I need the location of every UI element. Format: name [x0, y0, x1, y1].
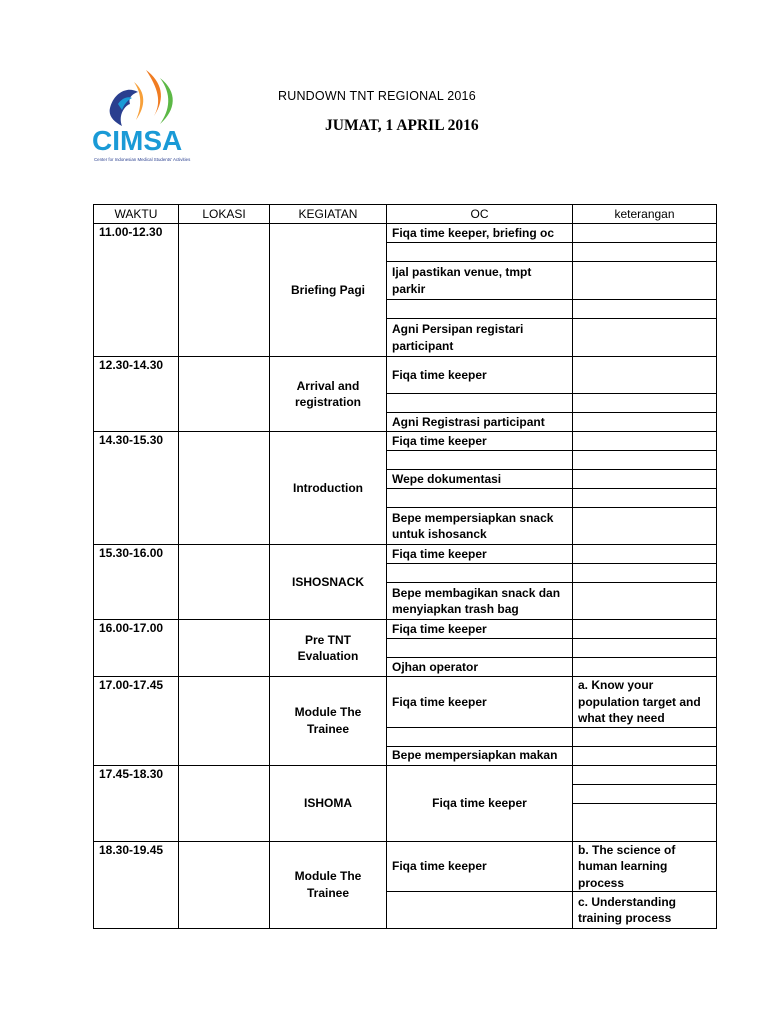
oc-cell: Ojhan operator — [387, 658, 573, 677]
keterangan-cell — [573, 300, 717, 319]
document-title: RUNDOWN TNT REGIONAL 2016 — [278, 89, 476, 103]
col-header-kegiatan: KEGIATAN — [270, 205, 387, 224]
keterangan-cell — [573, 803, 717, 841]
lokasi-cell — [179, 545, 270, 620]
keterangan-cell — [573, 243, 717, 262]
waktu-cell: 12.30-14.30 — [94, 357, 179, 432]
logo-bird — [110, 90, 138, 126]
oc-cell — [387, 727, 573, 746]
oc-cell — [387, 639, 573, 658]
kegiatan-cell: Arrival and registration — [270, 357, 387, 432]
keterangan-cell — [573, 470, 717, 489]
logo-flame-green — [160, 78, 173, 124]
oc-cell — [387, 564, 573, 583]
table-row — [94, 357, 717, 394]
oc-cell — [387, 394, 573, 413]
keterangan-cell — [573, 394, 717, 413]
keterangan-cell — [573, 564, 717, 583]
oc-cell: Ijal pastikan venue, tmpt parkir — [387, 262, 573, 300]
kegiatan-cell: Introduction — [270, 432, 387, 545]
waktu-cell: 18.30-19.45 — [94, 841, 179, 929]
table-row — [94, 841, 717, 892]
kegiatan-cell: Module The Trainee — [270, 841, 387, 929]
keterangan-cell — [573, 319, 717, 357]
waktu-cell: 17.45-18.30 — [94, 765, 179, 841]
keterangan-cell — [573, 489, 717, 508]
table-row — [94, 432, 717, 451]
logo-flame-orange — [146, 70, 161, 116]
col-header-oc: OC — [387, 205, 573, 224]
logo-flame-orange-2 — [134, 82, 143, 120]
rundown-table — [93, 204, 717, 929]
table-header-row — [94, 205, 717, 224]
keterangan-cell — [573, 413, 717, 432]
keterangan-cell — [573, 508, 717, 545]
lokasi-cell — [179, 841, 270, 929]
keterangan-cell: c. Understanding training process — [573, 892, 717, 929]
keterangan-cell — [573, 639, 717, 658]
oc-cell: Fiqa time keeper — [387, 432, 573, 451]
waktu-cell: 16.00-17.00 — [94, 620, 179, 677]
keterangan-cell: b. The science of human learning process — [573, 841, 717, 892]
waktu-cell: 15.30-16.00 — [94, 545, 179, 620]
oc-cell: Fiqa time keeper — [387, 545, 573, 564]
kegiatan-cell: Pre TNT Evaluation — [270, 620, 387, 677]
keterangan-cell — [573, 620, 717, 639]
document-date: JUMAT, 1 APRIL 2016 — [325, 117, 479, 134]
table-row — [94, 620, 717, 639]
oc-cell — [387, 892, 573, 929]
oc-cell: Agni Persipan registari participant — [387, 319, 573, 357]
cimsa-logo — [88, 64, 208, 168]
oc-cell: Bepe mempersiapkan snack untuk ishosanck — [387, 508, 573, 545]
lokasi-cell — [179, 432, 270, 545]
keterangan-cell — [573, 357, 717, 394]
keterangan-cell — [573, 451, 717, 470]
oc-cell: Fiqa time keeper — [387, 765, 573, 841]
keterangan-cell — [573, 727, 717, 746]
oc-cell: Fiqa time keeper — [387, 620, 573, 639]
keterangan-cell — [573, 545, 717, 564]
keterangan-cell — [573, 224, 717, 243]
lokasi-cell — [179, 765, 270, 841]
oc-cell: Fiqa time keeper — [387, 677, 573, 728]
lokasi-cell — [179, 224, 270, 357]
table-row — [94, 224, 717, 243]
oc-cell — [387, 300, 573, 319]
table-row — [94, 677, 717, 728]
keterangan-cell — [573, 658, 717, 677]
kegiatan-cell: Module The Trainee — [270, 677, 387, 766]
oc-cell: Fiqa time keeper — [387, 841, 573, 892]
oc-cell — [387, 489, 573, 508]
col-header-lokasi: LOKASI — [179, 205, 270, 224]
oc-cell: Wepe dokumentasi — [387, 470, 573, 489]
lokasi-cell — [179, 357, 270, 432]
waktu-cell: 11.00-12.30 — [94, 224, 179, 357]
oc-cell: Agni Registrasi participant — [387, 413, 573, 432]
waktu-cell: 17.00-17.45 — [94, 677, 179, 766]
col-header-keterangan: keterangan — [573, 205, 717, 224]
oc-cell — [387, 243, 573, 262]
rundown-body — [94, 224, 717, 929]
waktu-cell: 14.30-15.30 — [94, 432, 179, 545]
oc-cell — [387, 451, 573, 470]
table-row — [94, 545, 717, 564]
oc-cell: Bepe membagikan snack dan menyiapkan trash bag — [387, 583, 573, 620]
oc-cell: Bepe mempersiapkan makan — [387, 746, 573, 765]
keterangan-cell — [573, 765, 717, 784]
kegiatan-cell: ISHOMA — [270, 765, 387, 841]
logo-tagline: Center for Indonesian Medical Students' Activities — [94, 157, 191, 162]
keterangan-cell — [573, 583, 717, 620]
lokasi-cell — [179, 677, 270, 766]
table-row — [94, 765, 717, 784]
keterangan-cell — [573, 784, 717, 803]
keterangan-cell — [573, 432, 717, 451]
oc-cell: Fiqa time keeper, briefing oc — [387, 224, 573, 243]
keterangan-cell — [573, 262, 717, 300]
keterangan-cell: a. Know your population target and what they need — [573, 677, 717, 728]
col-header-waktu: WAKTU — [94, 205, 179, 224]
oc-cell: Fiqa time keeper — [387, 357, 573, 394]
logo-wordmark: CIMSA — [92, 125, 183, 156]
kegiatan-cell: Briefing Pagi — [270, 224, 387, 357]
kegiatan-cell: ISHOSNACK — [270, 545, 387, 620]
keterangan-cell — [573, 746, 717, 765]
lokasi-cell — [179, 620, 270, 677]
